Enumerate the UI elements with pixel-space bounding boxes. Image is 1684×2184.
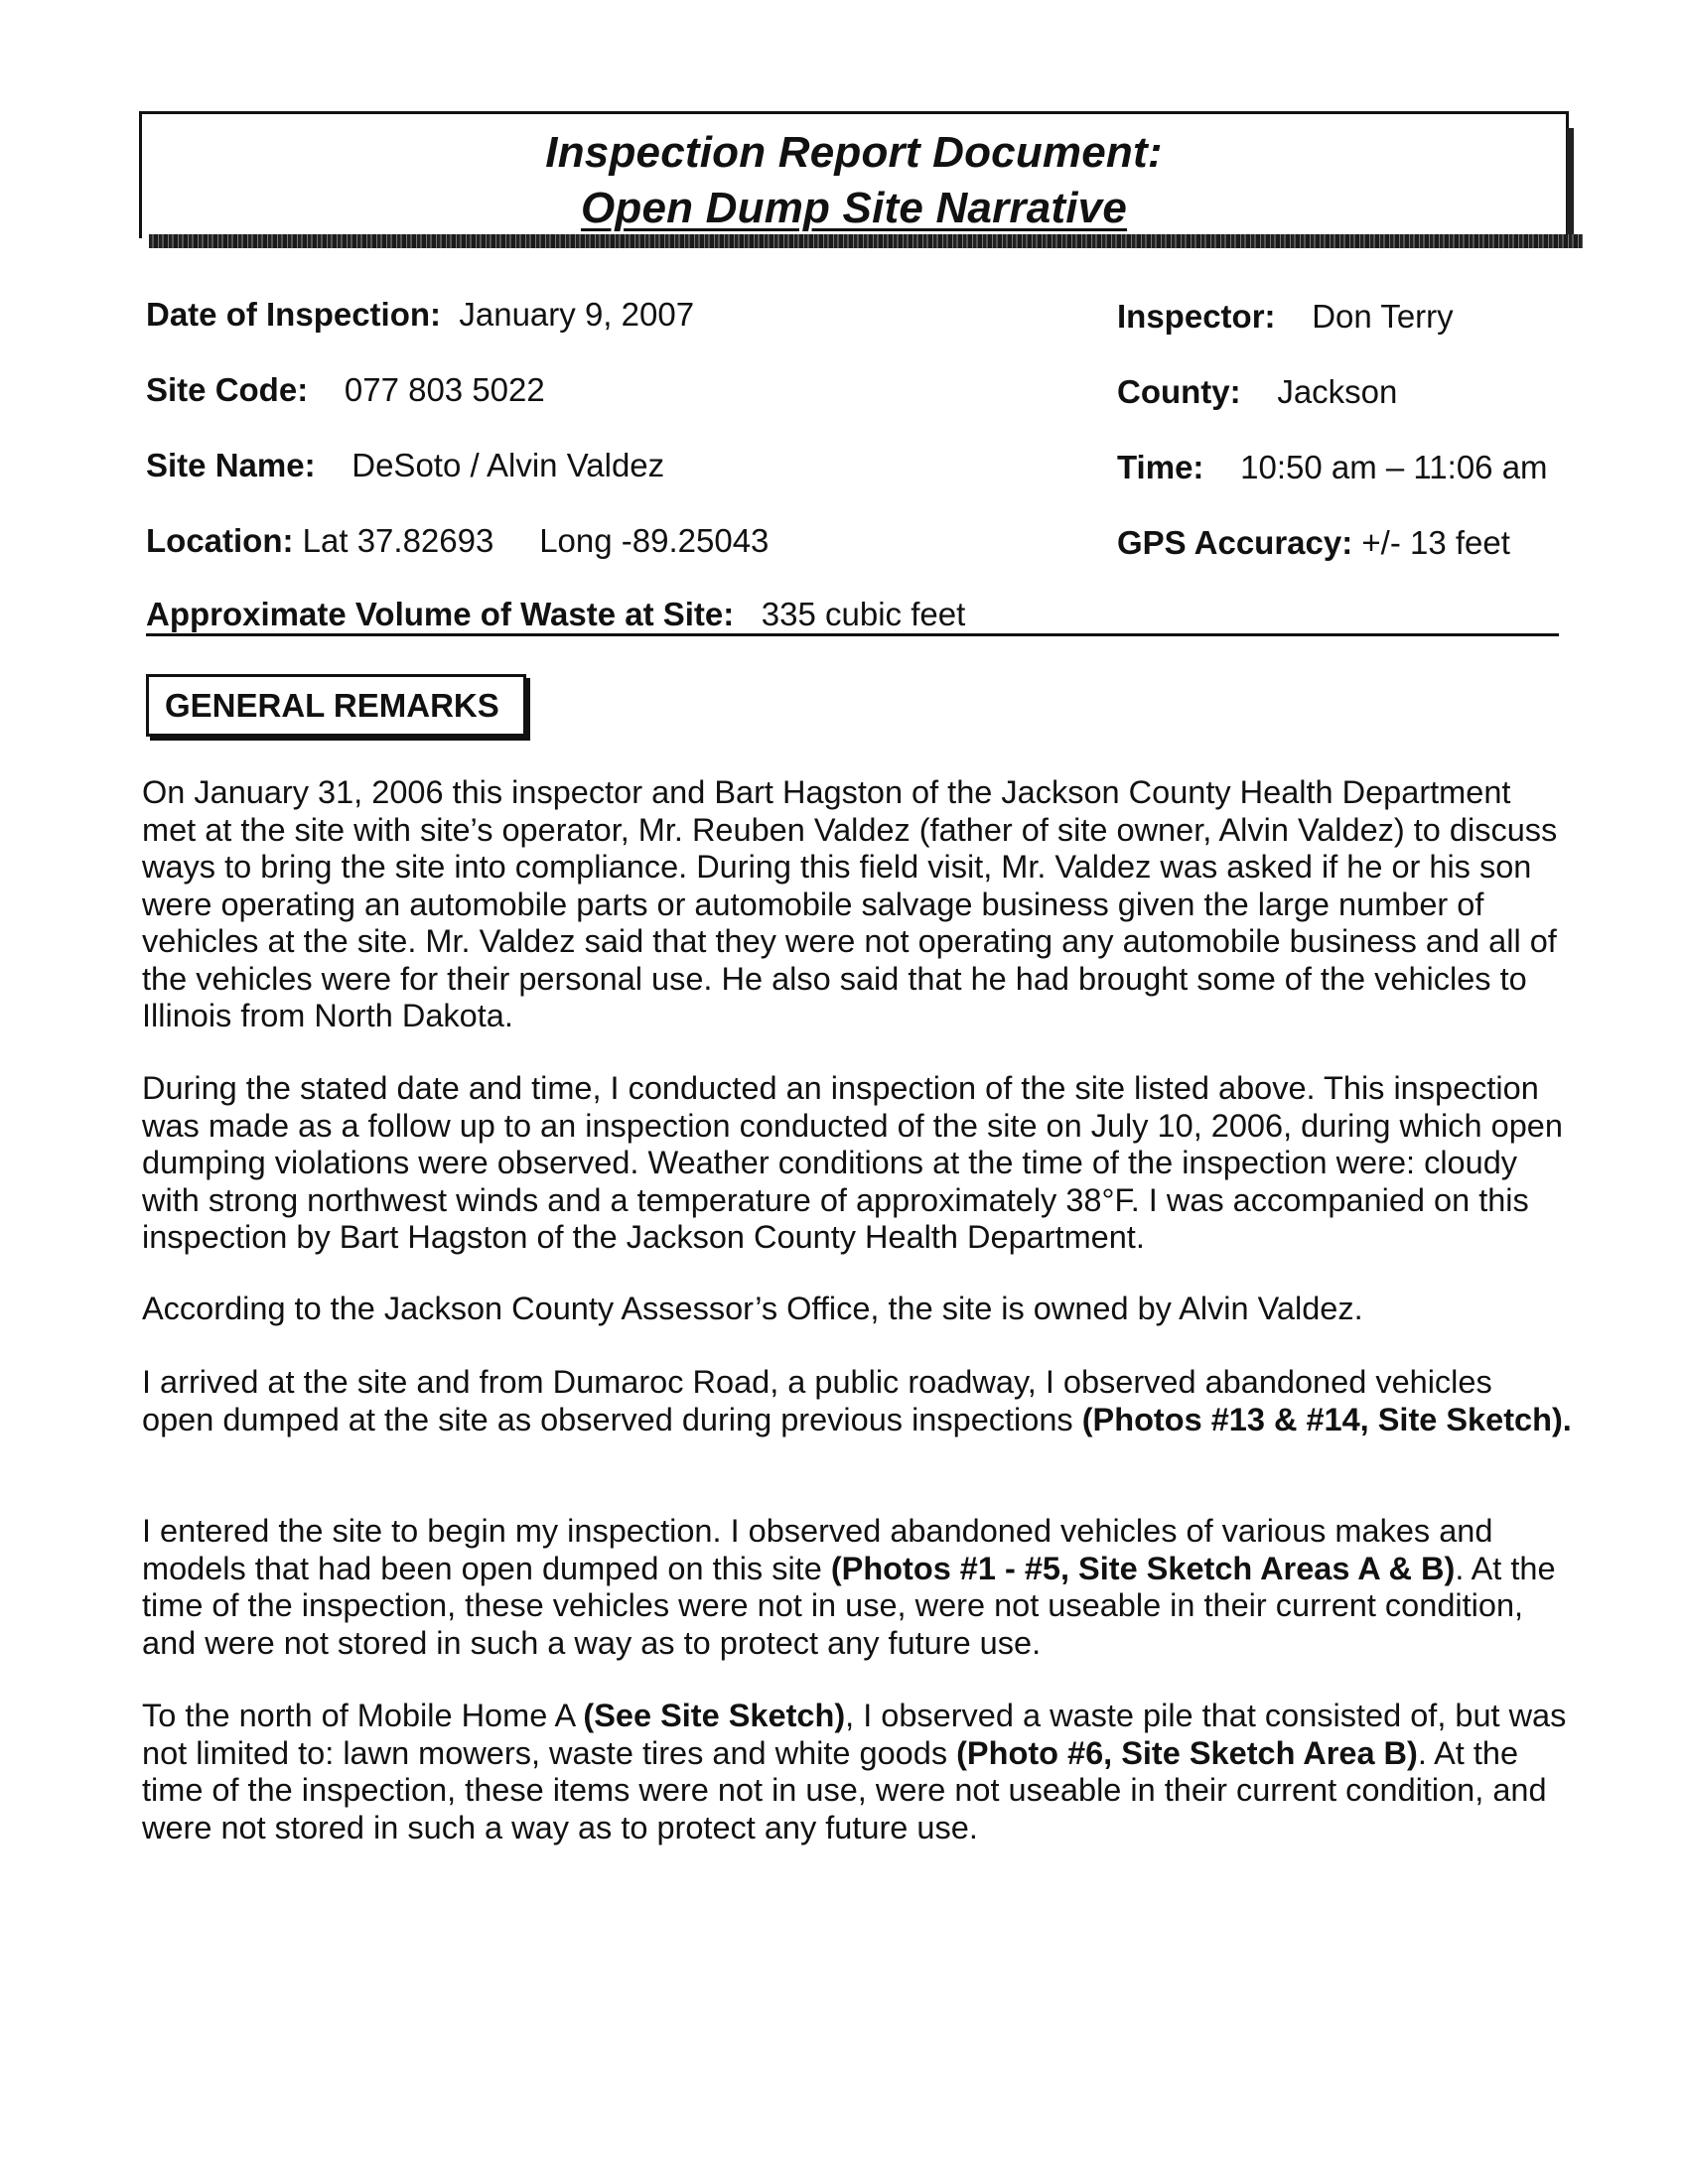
time-label: Time: <box>1117 449 1204 485</box>
time-value: 10:50 am – 11:06 am <box>1240 449 1548 485</box>
county <box>1117 373 1397 411</box>
location-label: Location: <box>146 522 294 559</box>
title-box-shadow <box>149 234 1583 248</box>
paragraph-5-photo-ref: (Photos #1 - #5, Site Sketch Areas A & B) <box>830 1550 1456 1586</box>
gps-accuracy <box>1117 524 1510 562</box>
paragraph-1: On January 31, 2006 this inspector and Bart Hagston of the Jackson County Health Department met at the site with site’s operator, Mr. Reuben Valdez (father of site owner, Alvin Valdez) to discuss ways to bring the site into compliance. During this field visit, Mr. Valdez was asked if he or his son were operating an automobile parts or automobile salvage business given the large number of vehicles at the site. Mr. Valdez said that they were not operating any automobile business and all of the vehicles were for their personal use. He also said that he had brought some of the vehicles to Illinois from North Dakota. <box>142 774 1558 1033</box>
gps-value: +/- 13 feet <box>1361 524 1510 561</box>
document-subtitle-text: Open Dump Site Narrative <box>580 184 1128 232</box>
paragraph-6 <box>142 1698 1572 1846</box>
location-long: Long -89.25043 <box>539 522 770 559</box>
inspector <box>1117 298 1454 336</box>
paragraph-4 <box>142 1364 1572 1438</box>
county-value: Jackson <box>1277 373 1398 410</box>
heading-shadow-bottom <box>150 737 530 741</box>
paragraph-5-text-a: I entered the site to begin my inspection. I observed abandoned vehicles of various makes and models that had been open dumped on this site <box>142 1513 1493 1586</box>
site-code <box>146 371 545 409</box>
location-lat: Lat 37.82693 <box>302 522 494 559</box>
paragraph-4-text: I arrived at the site and from Dumaroc Road, a public roadway, I observed abandoned vehicles open dumped at the site as observed during previous inspections <box>142 1364 1492 1437</box>
location <box>146 522 769 560</box>
paragraph-2: During the stated date and time, I conducted an inspection of the site listed above. This inspection was made as a follow up to an inspection conducted of the site on July 10, 2006, during which open dumping violations were observed. Weather conditions at the time of the inspection were: cloudy with strong northwest winds and a temperature of approximately 38°F. I was accompanied on this inspection by Bart Hagston of the Jackson County Health Department. <box>142 1070 1563 1255</box>
title-box-edge <box>1567 128 1574 245</box>
approximate-volume <box>146 596 965 633</box>
site-name-label: Site Name: <box>146 447 316 483</box>
time <box>1117 449 1548 486</box>
paragraph-3: According to the Jackson County Assessor’s Office, the site is owned by Alvin Valdez. <box>142 1291 1363 1326</box>
paragraph-5-text-b: . At the time of the inspection, these vehicles were not in use, were not useable in their current condition, and were not stored in such a way as to protect any future use. <box>142 1550 1556 1661</box>
paragraph-6-text-a: To the north of Mobile Home A <box>142 1698 584 1733</box>
volume-label: Approximate Volume of Waste at Site: <box>146 596 735 632</box>
volume-underline <box>146 633 1559 636</box>
general-remarks-heading: GENERAL REMARKS <box>146 674 526 737</box>
date-value: January 9, 2007 <box>459 296 695 333</box>
paragraph-6-text-c: . At the time of the inspection, these items were not in use, were not useable in their current condition, and were not stored in such a way as to protect any future use. <box>142 1734 1547 1845</box>
site-code-value: 077 803 5022 <box>344 371 545 408</box>
gps-label: GPS Accuracy: <box>1117 524 1353 561</box>
inspector-value: Don Terry <box>1312 298 1454 335</box>
site-name-value: DeSoto / Alvin Valdez <box>351 447 665 483</box>
volume-value: 335 cubic feet <box>761 596 966 632</box>
heading-shadow-right <box>526 678 530 741</box>
title-box <box>139 111 1569 238</box>
paragraph-6-sketch-ref: (See Site Sketch) <box>583 1698 846 1733</box>
site-code-label: Site Code: <box>146 371 309 408</box>
site-name <box>146 447 664 484</box>
county-label: County: <box>1117 373 1241 410</box>
paragraph-4-photo-ref: (Photos #13 & #14, Site Sketch). <box>1081 1401 1572 1437</box>
document-title: Inspection Report Document: <box>545 128 1163 177</box>
inspector-label: Inspector: <box>1117 298 1276 335</box>
date-of-inspection <box>146 296 694 334</box>
document-subtitle <box>142 184 1566 233</box>
date-label: Date of Inspection: <box>146 296 442 333</box>
paragraph-6-photo-ref: (Photo #6, Site Sketch Area B) <box>956 1734 1418 1771</box>
paragraph-6-text-b: , I observed a waste pile that consisted of, but was not limited to: lawn mowers, waste tires and white goods <box>142 1698 1567 1771</box>
paragraph-5 <box>142 1513 1572 1662</box>
